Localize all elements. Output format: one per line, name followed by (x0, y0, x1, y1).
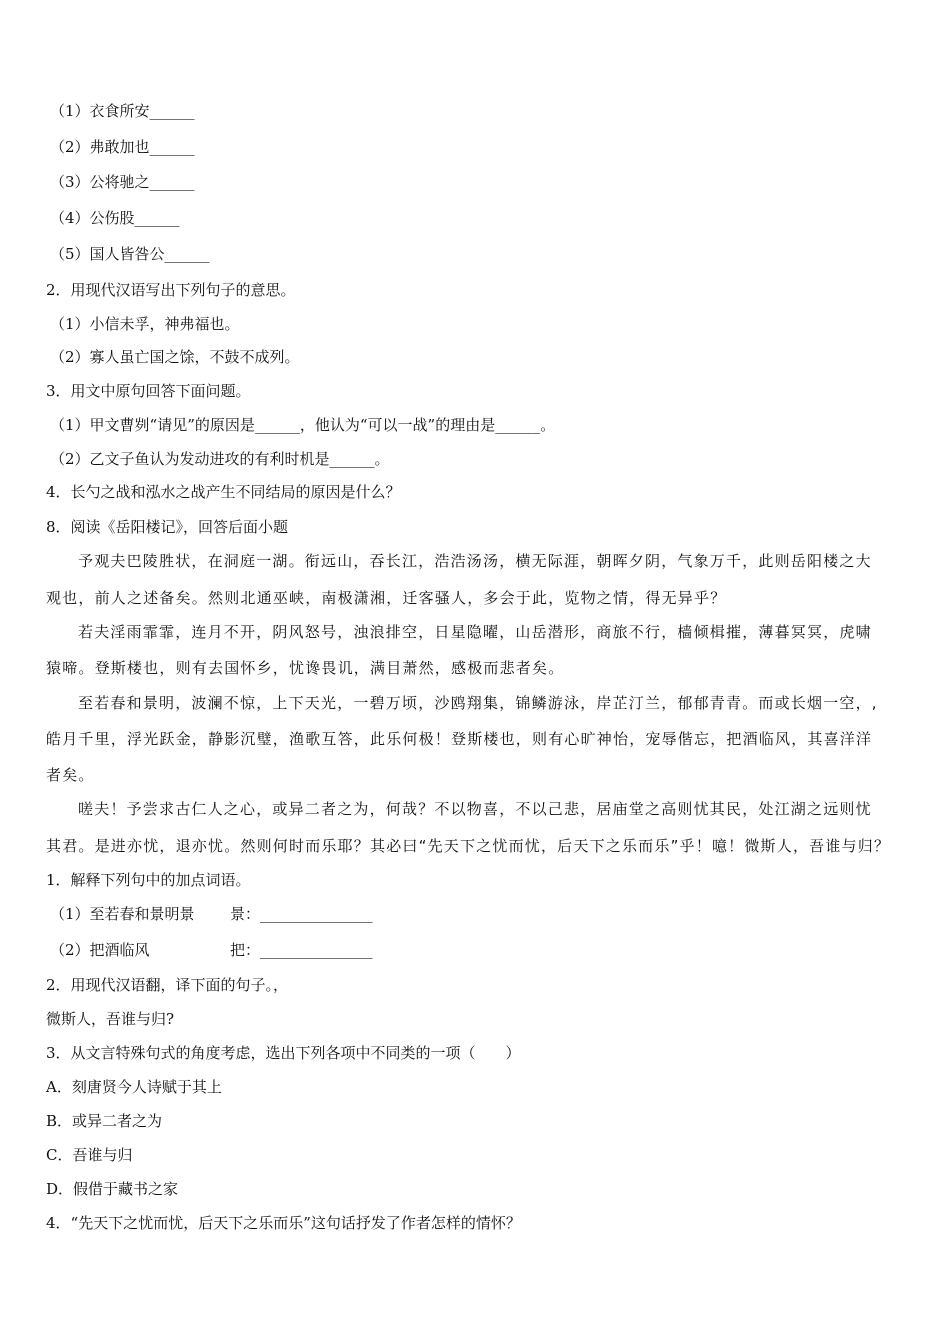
reading-question-1-item-2 (50, 940, 373, 960)
reading-heading: 8．阅读《岳阳楼记》，回答后面小题 (46, 518, 289, 536)
passage-line: 猿啼。登斯楼也，则有去国怀乡，忧谗畏讥，满目萧然，感极而悲者矣。 (46, 659, 565, 677)
option-b: B．或异二者之为 (46, 1112, 163, 1130)
option-c: C．吾谁与归 (46, 1146, 133, 1164)
item-sentence: （1）至若春和景明景 (50, 905, 195, 923)
passage-line: 嗟夫！予尝求古仁人之心，或异二者之为，何哉？不以物喜，不以己悲，居庙堂之高则忧其民，处江湖之远则忧 (78, 800, 872, 818)
question-3-item-2: （2）乙文子鱼认为发动进攻的有利时机是______。 (50, 450, 390, 468)
reading-question-4: 4．“先天下之忧而忧，后天下之乐而乐”这句话抒发了作者怎样的情怀？ (46, 1214, 521, 1232)
sub-question-2: （2）弗敢加也______ (50, 138, 195, 156)
passage-line: 予观夫巴陵胜状，在洞庭一湖。衔远山，吞长江，浩浩汤汤，横无际涯，朝晖夕阴，气象万千，此则岳阳楼之大 (78, 552, 872, 570)
reading-question-1: 1．解释下列句中的加点词语。 (46, 871, 251, 889)
passage-line: 若夫淫雨霏霏，连月不开，阴风怒号，浊浪排空，日星隐曜，山岳潜形，商旅不行，樯倾楫摧，薄暮冥冥，虎啸 (78, 623, 872, 641)
sub-question-3: （3）公将驰之______ (50, 173, 195, 191)
item-blank: 把：_______________ (230, 941, 373, 959)
option-d: D．假借于藏书之家 (46, 1180, 179, 1198)
passage-line: 至若春和景明，波澜不惊，上下天光，一碧万顷，沙鸥翔集，锦鳞游泳，岸芷汀兰，郁郁青青。而或长烟一空，, (78, 694, 878, 712)
question-3-heading: 3．用文中原句回答下面问题。 (46, 382, 251, 400)
option-a: A．刻唐贤今人诗赋于其上 (46, 1078, 222, 1096)
question-2-item-1: （1）小信未孚，神弗福也。 (50, 315, 240, 333)
question-3-item-1: （1）甲文曹刿“请见”的原因是______，他认为“可以一战”的理由是______。 (50, 416, 556, 434)
question-2-heading: 2．用现代汉语写出下列句子的意思。 (46, 281, 296, 299)
question-2-item-2: （2）寡人虽亡国之馀，不鼓不成列。 (50, 348, 300, 366)
passage-line: 皓月千里，浮光跃金，静影沉璧，渔歌互答，此乐何极！登斯楼也，则有心旷神怡，宠辱偕忘，把酒临风，其喜洋洋 (46, 730, 873, 748)
reading-question-1-item-1 (50, 904, 373, 924)
reading-question-2-sentence: 微斯人，吾谁与归? (46, 1010, 175, 1028)
item-blank: 景：_______________ (230, 905, 373, 923)
sub-question-1: （1）衣食所安______ (50, 102, 195, 120)
passage-line: 者矣。 (46, 766, 95, 784)
reading-question-3: 3．从文言特殊句式的角度考虑，选出下列各项中不同类的一项（ ） (46, 1044, 521, 1062)
sub-question-4: （4）公伤股______ (50, 209, 180, 227)
item-sentence: （2）把酒临风 (50, 941, 150, 959)
reading-question-2: 2．用现代汉语翻，译下面的句子。， (46, 976, 289, 994)
passage-line: 观也，前人之述备矣。然则北通巫峡，南极潇湘，迁客骚人，多会于此，览物之情，得无异乎？ (46, 589, 727, 607)
passage-line: 其君。是进亦忧，退亦忧。然则何时而乐耶？其必曰“先天下之忧而忧，后天下之乐而乐”乎！噫！微斯人，吾谁与归？ (46, 837, 891, 855)
question-4-heading: 4．长勺之战和泓水之战产生不同结局的原因是什么？ (46, 483, 401, 501)
sub-question-5: （5）国人皆咎公______ (50, 245, 210, 263)
